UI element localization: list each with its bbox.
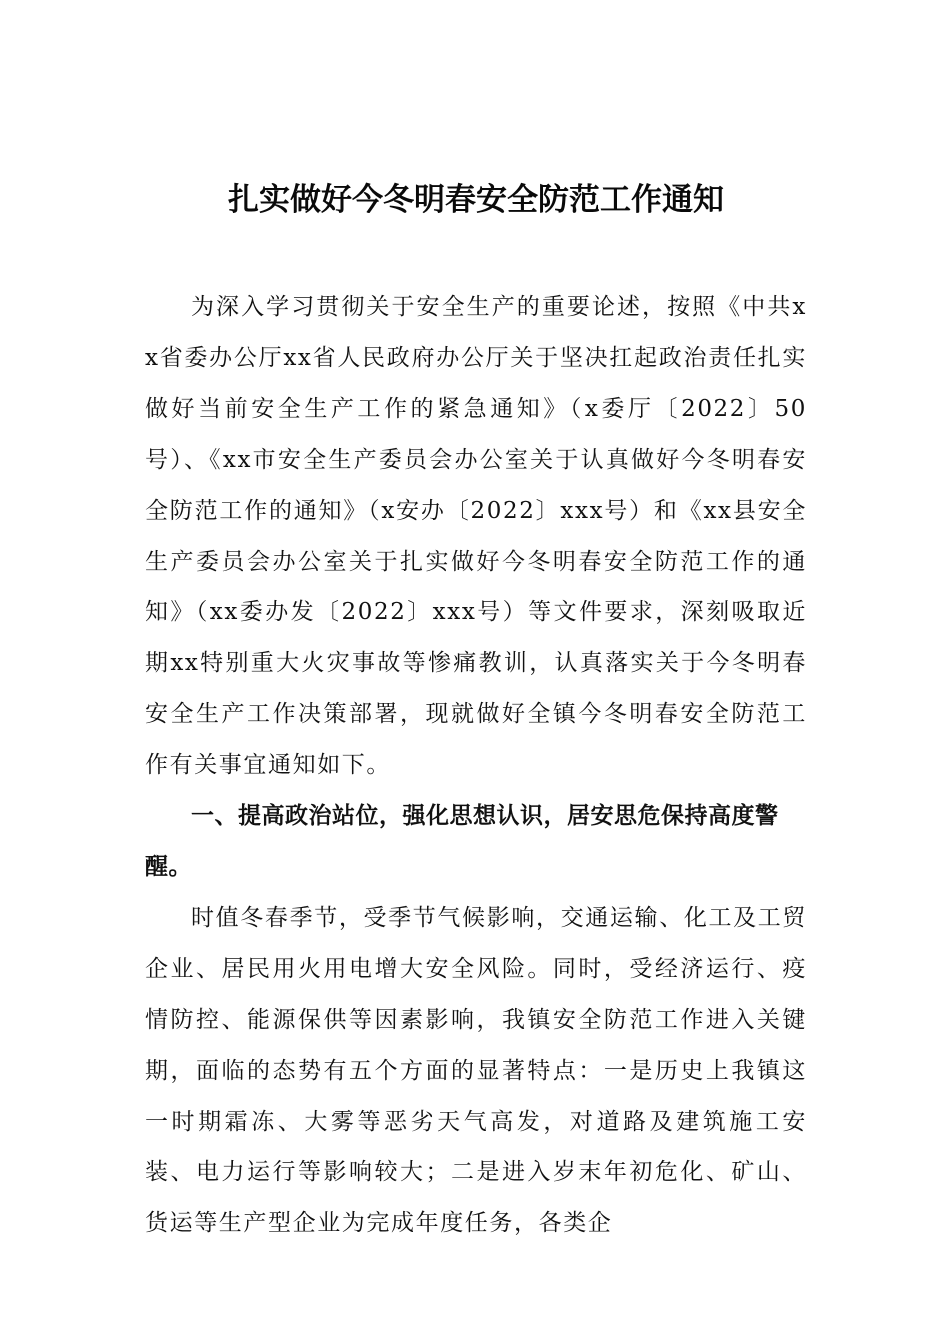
document-page <box>145 170 807 1249</box>
document-body <box>145 282 807 1249</box>
section-1-paragraph: 时值冬春季节，受季节气候影响，交通运输、化工及工贸企业、居民用火用电增大安全风险。同时，受经济运行、疫情防控、能源保供等因素影响，我镇安全防范工作进入关键期，面临的态势有五个方面的显著特点：一是历史上我镇这一时期霜冻、大雾等恶劣天气高发，对道路及建筑施工安装、电力运行等影响较大；二是进入岁末年初危化、矿山、货运等生产型企业为完成年度任务，各类企 <box>145 904 807 1237</box>
intro-paragraph: 为深入学习贯彻关于安全生产的重要论述，按照《中共xx省委办公厅xx省人民政府办公厅关于坚决扛起政治责任扎实做好当前安全生产工作的紧急通知》（x委厅〔2022〕50号）、《xx市安全生产委员会办公室关于认真做好今冬明春安全防范工作的通知》（x安办〔2022〕xxx号）和《xx县安全生产委员会办公室关于扎实做好今冬明春安全防范工作的通知》（xx委办发〔2022〕xxx号）等文件要求，深刻吸取近期xx特别重大火灾事故等惨痛教训，认真落实关于今冬明春安全生产工作决策部署，现就做好全镇今冬明春安全防范工作有关事宜通知如下。 <box>145 294 807 779</box>
section-heading-1: 一、提高政治站位，强化思想认识，居安思危保持高度警醒。 <box>145 803 779 880</box>
document-title: 扎实做好今冬明春安全防范工作通知 <box>228 182 724 218</box>
